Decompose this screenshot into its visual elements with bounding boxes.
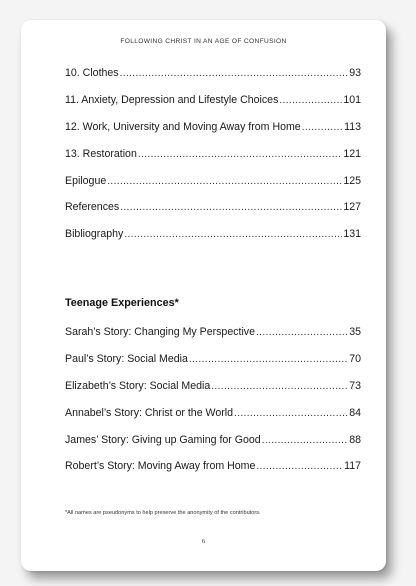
toc-entry-page: 35 (349, 326, 361, 338)
dot-leader (262, 428, 349, 455)
dot-leader (256, 454, 343, 481)
toc-entry-title: Robert’s Story: Moving Away from Home (65, 460, 256, 473)
toc-entry-title: Sarah’s Story: Changing My Perspective (65, 326, 255, 338)
toc-entry-title: Epilogue (65, 174, 107, 187)
toc-entry-page: 125 (343, 174, 361, 187)
toc-entry-title: Paul’s Story: Social Media (65, 352, 188, 365)
toc-entry-title: 11. Anxiety, Depression and Lifestyle Choices (65, 93, 279, 106)
toc-entry (65, 373, 361, 400)
dot-leader (302, 115, 343, 142)
toc-entry-page: 113 (344, 120, 361, 133)
toc-entry (65, 400, 361, 427)
page-number: 6 (201, 538, 206, 545)
book-page (21, 20, 386, 571)
toc-entry-page: 127 (343, 201, 361, 214)
toc-entry-page: 73 (349, 379, 361, 392)
toc-entry-page: 84 (349, 406, 361, 419)
toc-entry-page: 93 (349, 67, 361, 79)
toc-entry-title: Bibliography (65, 228, 124, 241)
toc-entry (65, 114, 361, 141)
toc-entry (65, 319, 361, 346)
toc-entry (65, 141, 361, 168)
toc-entry (65, 346, 361, 373)
dot-leader (234, 401, 348, 428)
dot-leader (279, 88, 342, 115)
toc-entry-page: 70 (349, 352, 361, 365)
dot-leader (120, 195, 342, 222)
toc-entry (65, 453, 361, 480)
toc-entry-page: 117 (344, 460, 361, 473)
dot-leader (124, 222, 342, 249)
toc-entry-title: Annabel’s Story: Christ or the World (65, 406, 234, 419)
toc-entry (65, 87, 361, 114)
running-header: FOLLOWING CHRIST IN AN AGE OF CONFUSION (120, 38, 287, 45)
dot-leader (211, 374, 348, 401)
dot-leader (256, 320, 348, 347)
toc-entry-title: 12. Work, University and Moving Away from Home (65, 120, 301, 133)
contents-list (65, 60, 361, 248)
toc-entry (65, 221, 361, 248)
section-heading: Teenage Experiences* (65, 297, 179, 309)
dot-leader (107, 169, 342, 196)
toc-entry-title: References (65, 201, 120, 214)
toc-entry (65, 60, 361, 87)
toc-entry-title: 10. Clothes (65, 67, 119, 79)
toc-entry-page: 101 (343, 93, 361, 106)
toc-entry-title: 13. Restoration (65, 147, 137, 160)
dot-leader (120, 61, 349, 88)
toc-entry (65, 427, 361, 454)
toc-entry (65, 194, 361, 221)
toc-entry-page: 121 (343, 147, 361, 160)
dot-leader (138, 142, 342, 169)
toc-entry-page: 88 (349, 433, 361, 446)
toc-entry (65, 168, 361, 195)
experiences-list (65, 319, 361, 480)
toc-entry-title: James’ Story: Giving up Gaming for Good (65, 433, 261, 446)
toc-entry-page: 131 (343, 228, 361, 241)
footnote: *All names are pseudonyms to help preserve the anonymity of the contributors. (65, 510, 261, 516)
toc-entry-title: Elizabeth’s Story: Social Media (65, 379, 211, 392)
dot-leader (189, 347, 348, 374)
